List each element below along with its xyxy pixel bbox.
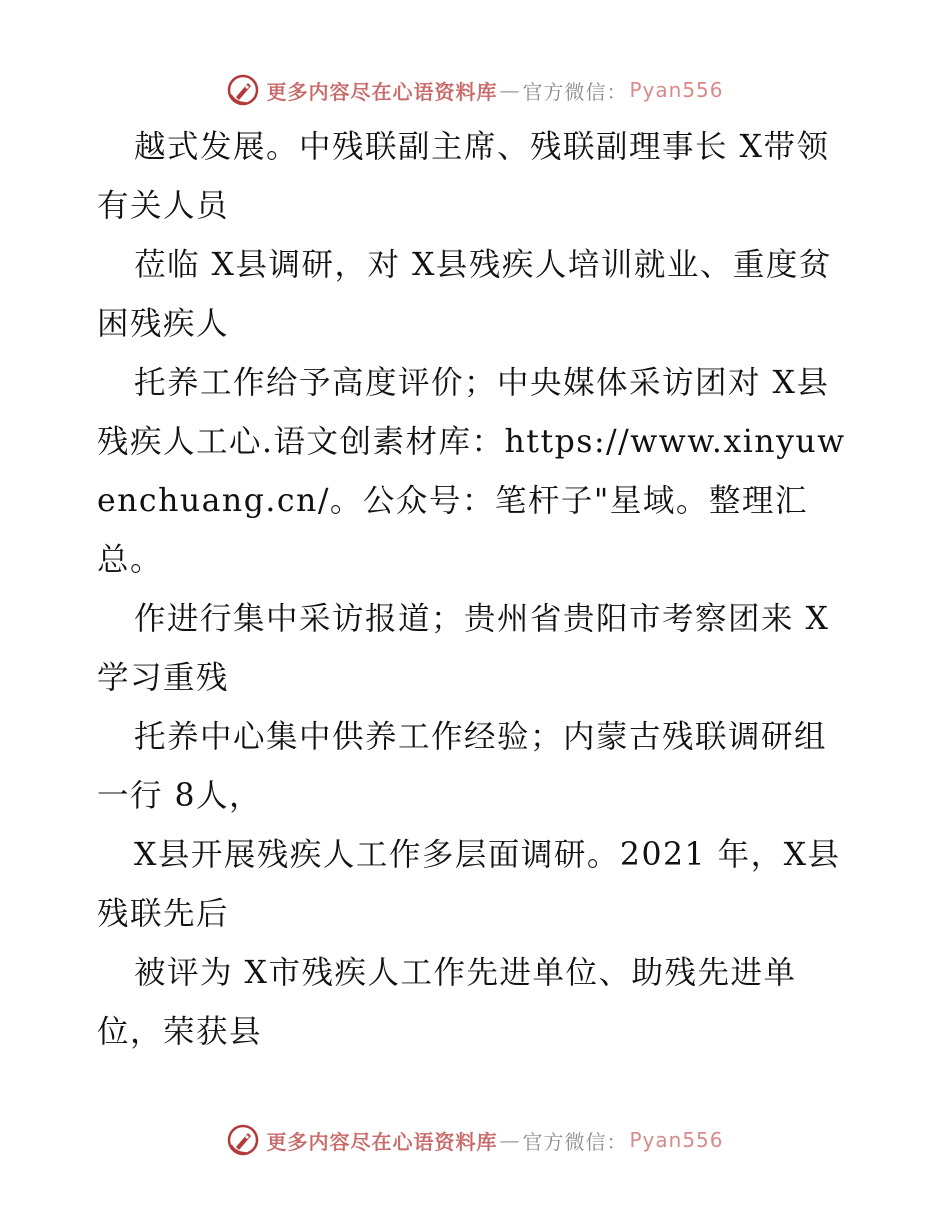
watermark-dash: —: [499, 78, 521, 102]
watermark-account-id: Pyan556: [629, 78, 724, 102]
paragraph-1: 越式发展。中残联副主席、残联副理事长 X带领有关人员: [97, 129, 830, 224]
paragraph-5: 托养中心集中供养工作经验；内蒙古残联调研组一行 8人，: [97, 719, 828, 814]
watermark-account-id: Pyan556: [629, 1128, 724, 1152]
paragraph-4: 作进行集中采访报道；贵州省贵阳市考察团来 X学习重残: [97, 601, 830, 696]
paragraph-6: X县开展残疾人工作多层面调研。2021 年，X县残联先后: [97, 837, 841, 932]
watermark-official-label: 官方微信：: [522, 79, 628, 104]
paragraph-7: 被评为 X市残疾人工作先进单位、助残先进单位，荣获县: [97, 955, 797, 1050]
watermark-text: [266, 1126, 723, 1155]
pen-nib-logo-icon: [226, 1123, 260, 1157]
watermark-dash: —: [499, 1128, 521, 1152]
watermark-text: [266, 76, 723, 105]
watermark-site-name: 更多内容尽在心语资料库: [266, 1129, 498, 1154]
paragraph-2: 莅临 X县调研，对 X县残疾人培训就业、重度贫困残疾人: [97, 247, 832, 342]
paragraph-3: 托养工作给予高度评价；中央媒体采访团对 X县残疾人工心.语文创素材库：https://www.xinyuwenchuang.cn/。公众号：笔杆子"星域。整理汇总。: [97, 365, 846, 578]
watermark-site-name: 更多内容尽在心语资料库: [266, 79, 498, 104]
header-watermark: [0, 70, 950, 110]
watermark-official-label: 官方微信：: [522, 1129, 628, 1154]
pen-nib-logo-icon: [226, 73, 260, 107]
footer-watermark: [0, 1120, 950, 1160]
document-body: [97, 118, 857, 1062]
